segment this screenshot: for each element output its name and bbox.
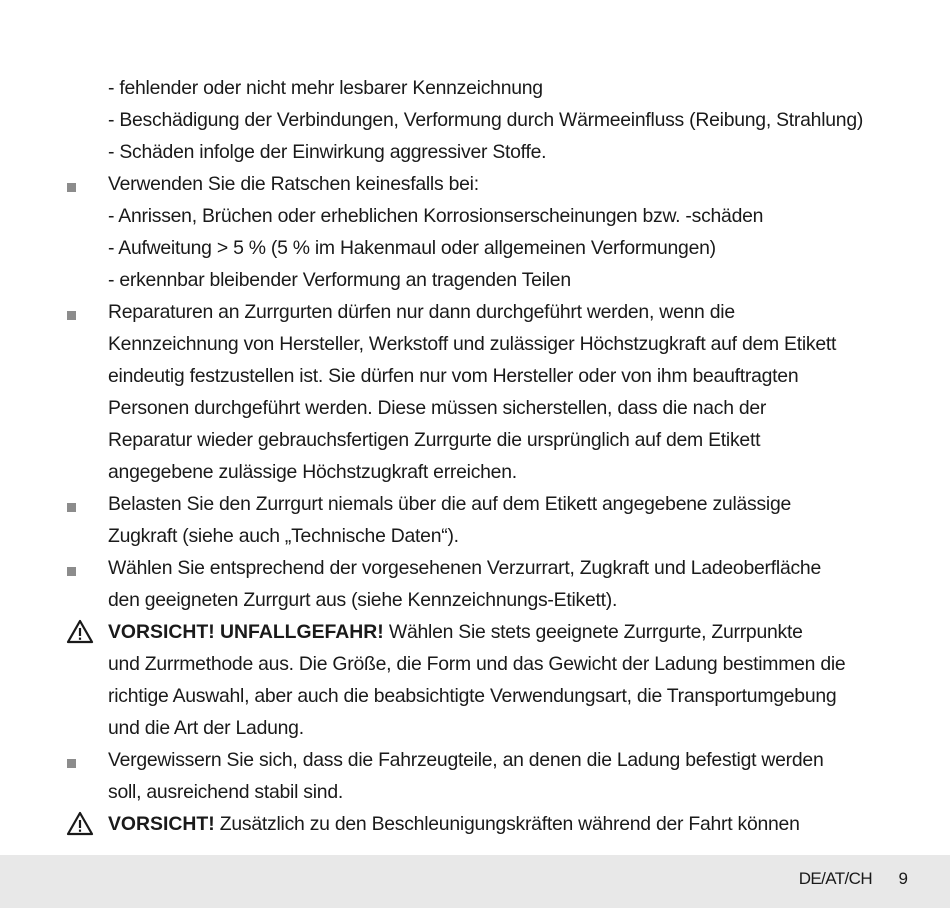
text-line: - fehlender oder nicht mehr lesbarer Kennzeichnung <box>108 77 543 99</box>
square-bullet-icon <box>67 311 76 320</box>
text-line: angegebene zulässige Höchstzugkraft erreichen. <box>108 461 517 483</box>
warning-label: VORSICHT! <box>108 813 215 835</box>
text-line: - erkennbar bleibender Verformung an tragenden Teilen <box>108 269 571 291</box>
text-line: den geeigneten Zurrgurt aus (siehe Kennzeichnungs-Etikett). <box>108 589 618 611</box>
text-line: - Anrissen, Brüchen oder erheblichen Korrosionserscheinungen bzw. -schäden <box>108 205 764 227</box>
warning-paragraph-line <box>108 808 800 840</box>
warning-triangle-icon <box>66 811 94 837</box>
text-line: Reparatur wieder gebrauchsfertigen Zurrgurte die ursprünglich auf dem Etikett <box>108 429 761 451</box>
text-line: Wählen Sie entsprechend der vorgesehenen Verzurrart, Zugkraft und Ladeoberfläche <box>108 557 821 579</box>
text-line: Wählen Sie stets geeignete Zurrgurte, Zurrpunkte <box>388 621 803 643</box>
text-line: - Beschädigung der Verbindungen, Verformung durch Wärmeeinfluss (Reibung, Strahlung) <box>108 109 864 131</box>
page-footer <box>0 855 950 908</box>
text-line: soll, ausreichend stabil sind. <box>108 781 344 803</box>
square-bullet-icon <box>67 183 76 192</box>
text-line: Verwenden Sie die Ratschen keinesfalls bei: <box>108 173 479 195</box>
text-line: richtige Auswahl, aber auch die beabsichtigte Verwendungsart, die Transportumgebung <box>108 685 837 707</box>
text-line: Kennzeichnung von Hersteller, Werkstoff und zulässiger Höchstzugkraft auf dem Etikett <box>108 333 837 355</box>
warning-label: VORSICHT! UNFALLGEFAHR! <box>108 621 384 643</box>
text-line: Zugkraft (siehe auch „Technische Daten“). <box>108 525 459 547</box>
text-line: - Aufweitung > 5 % (5 % im Hakenmaul oder allgemeinen Verformungen) <box>108 237 716 259</box>
warning-triangle-icon <box>66 619 94 645</box>
text-line: Vergewissern Sie sich, dass die Fahrzeugteile, an denen die Ladung befestigt werden <box>108 749 824 771</box>
text-line: - Schäden infolge der Einwirkung aggressiver Stoffe. <box>108 141 547 163</box>
page-number: 9 <box>898 869 908 888</box>
text-line: Zusätzlich zu den Beschleunigungskräften während der Fahrt können <box>219 813 800 835</box>
square-bullet-icon <box>67 567 76 576</box>
text-line: Personen durchgeführt werden. Diese müssen sicherstellen, dass die nach der <box>108 397 767 419</box>
text-line: und die Art der Ladung. <box>108 717 304 739</box>
square-bullet-icon <box>67 503 76 512</box>
warning-paragraph-line <box>108 616 803 648</box>
text-line: und Zurrmethode aus. Die Größe, die Form und das Gewicht der Ladung bestimmen die <box>108 653 846 675</box>
text-line: eindeutig festzustellen ist. Sie dürfen nur vom Hersteller oder von ihm beauftragten <box>108 365 799 387</box>
square-bullet-icon <box>67 759 76 768</box>
text-line: Belasten Sie den Zurrgurt niemals über die auf dem Etikett angegebene zulässige <box>108 493 792 515</box>
text-line: Reparaturen an Zurrgurten dürfen nur dann durchgeführt werden, wenn die <box>108 301 735 323</box>
footer-region-label: DE/AT/CH <box>798 869 872 888</box>
